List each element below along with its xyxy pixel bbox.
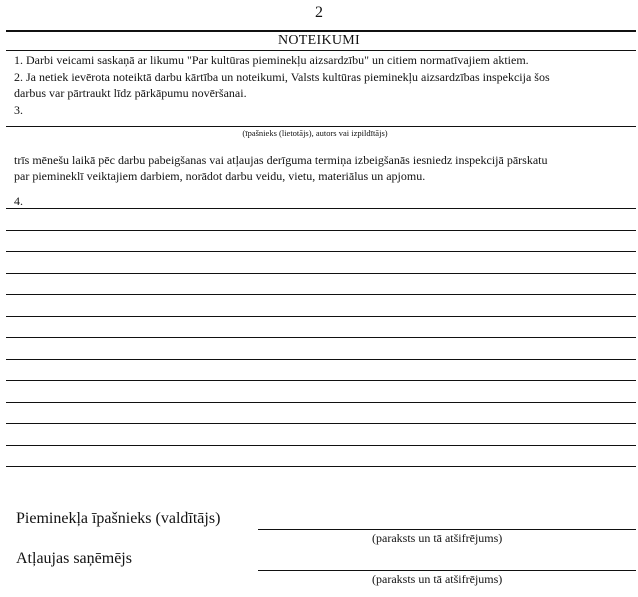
recipient-signature-hint: (paraksts un tā atšifrējums) xyxy=(372,572,503,586)
rule-item-4-number: 4. xyxy=(14,194,23,208)
writing-line xyxy=(6,316,636,317)
recipient-signature-line xyxy=(258,570,636,571)
rule-item-3-number: 3. xyxy=(14,103,23,117)
rule-item-2-line-2: darbus var pārtraukt līdz pārkāpumu novēršanai. xyxy=(14,86,247,100)
item-3-hint: (īpašnieks (lietotājs), autors vai izpildītājs) xyxy=(242,128,388,138)
writing-line xyxy=(6,230,636,231)
writing-line xyxy=(6,380,636,381)
writing-line xyxy=(6,445,636,446)
header-top-rule xyxy=(6,30,636,32)
rule-item-2-line-1: 2. Ja netiek ievērota noteiktā darbu kārtība un noteikumi, Valsts kultūras pieminekļu aizsardzības inspekcija šos xyxy=(14,70,550,84)
item-3-fill-line xyxy=(6,126,636,127)
section-title: NOTEIKUMI xyxy=(277,33,361,48)
writing-line xyxy=(6,273,636,274)
rule-item-1: 1. Darbi veicami saskaņā ar likumu "Par kultūras pieminekļu aizsardzību" un citiem normatīvajiem aktiem. xyxy=(14,53,529,67)
recipient-label: Atļaujas saņēmējs xyxy=(16,550,132,567)
header-bottom-rule xyxy=(6,50,636,51)
owner-signature-hint: (paraksts un tā atšifrējums) xyxy=(372,531,503,545)
writing-line xyxy=(6,402,636,403)
writing-line xyxy=(6,359,636,360)
writing-line xyxy=(6,251,636,252)
writing-line xyxy=(6,423,636,424)
page-number: 2 xyxy=(315,4,323,21)
owner-signature-line xyxy=(258,529,636,530)
writing-line xyxy=(6,294,636,295)
rule-item-3-text-line-1: trīs mēnešu laikā pēc darbu pabeigšanas vai atļaujas derīguma termiņa izbeigšanās iesniedz inspekcijā pārskatu xyxy=(14,153,548,167)
writing-line xyxy=(6,466,636,467)
owner-label: Pieminekļa īpašnieks (valdītājs) xyxy=(16,510,221,527)
writing-line xyxy=(6,337,636,338)
rule-item-3-text-line-2: par piemineklī veiktajiem darbiem, norādot darbu veidu, vietu, materiālus un apjomu. xyxy=(14,169,426,183)
writing-line xyxy=(6,208,636,209)
